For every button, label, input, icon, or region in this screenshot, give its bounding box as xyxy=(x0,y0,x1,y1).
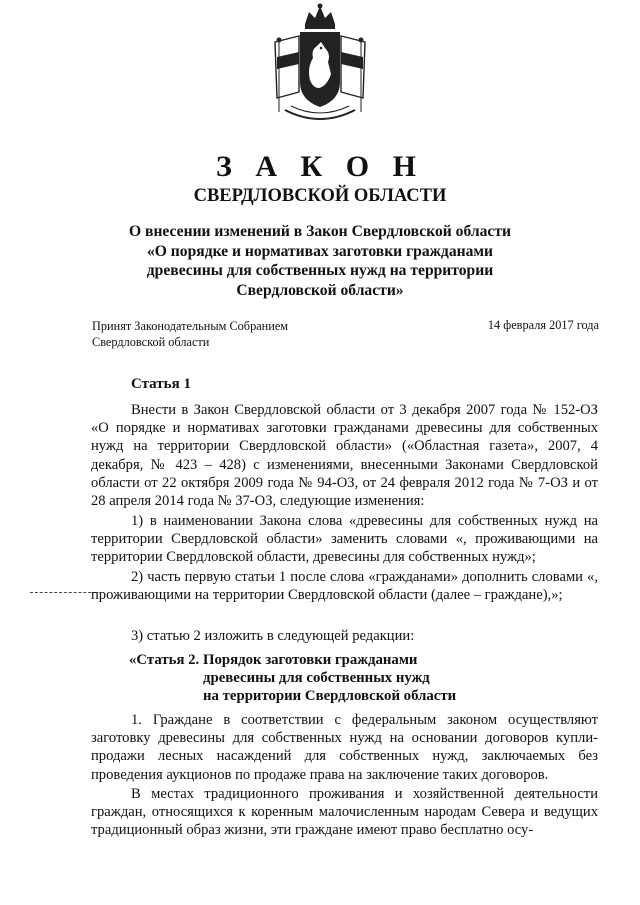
new-article-heading-line: «Статья 2. Порядок заготовки гражданами xyxy=(129,652,418,668)
coat-of-arms-icon xyxy=(255,2,385,130)
subject-line: древесины для собственных нужд на территории xyxy=(146,262,494,279)
amendment-item-3: 3) статью 2 изложить в следующей редакции: xyxy=(131,628,415,644)
article-intro: Внести в Закон Свердловской области от 3 декабря 2007 года № 152-ОЗ «О порядке и нормативах заготовки гражданами древесины для собственных нужд на территории Свердловской области» («Областная газета», 2007, 4 декабря, № 423 – 428) с изменениями, внесенными Законами Свердловской области от 22 октября 2009 года № 94-ОЗ, от 24 февраля 2012 года № 7-ОЗ и от 28 апреля 2014 года № 37-ОЗ, следующие изменения: xyxy=(91,402,598,510)
law-subject xyxy=(110,222,530,300)
new-article-heading-line: древесины для собственных нужд xyxy=(203,670,430,687)
new-article-point-1: 1. Граждане в соответствии с федеральным законом осуществляют заготовку древесины для собственных нужд на основании договоров купли-продажи лесных насаждений для собственных нужд, заключаемых без проведения аукционов по продаже права на заключение таких договоров. xyxy=(91,712,598,783)
subject-line: «О порядке и нормативах заготовки гражданами xyxy=(146,242,494,260)
amendment-item-1: 1) в наименовании Закона слова «древесины для собственных нужд на территории Свердловской области» заменить словами «, проживающими на территории Свердловской области, древесины для собственных нужд»; xyxy=(91,513,598,566)
adoption-date: 14 февраля 2017 года xyxy=(487,318,599,332)
article-heading: Статья 1 xyxy=(131,376,191,392)
subject-line: О внесении изменений в Закон Свердловской области xyxy=(129,223,511,240)
new-article-point-2: В местах традиционного проживания и хозяйственной деятельности граждан, относящихся к коренным малочисленным народам Севера и ведущих традиционный образ жизни, эти граждане имеют право бесплатно осу- xyxy=(91,786,598,839)
adopted-line: Свердловской области xyxy=(92,335,210,349)
new-article-heading xyxy=(129,651,456,706)
margin-mark xyxy=(30,592,96,593)
subject-line: Свердловской области» xyxy=(236,281,404,299)
law-title: З А К О Н xyxy=(216,150,424,183)
amendment-item-2: 2) часть первую статьи 1 после слова «гражданами» дополнить словами «, проживающими на территории Свердловской области (далее – граждане),»; xyxy=(91,569,598,604)
new-article-heading-line: на территории Свердловской области xyxy=(203,688,457,705)
adopted-by xyxy=(92,318,288,350)
adopted-line: Принят Законодательным Собранием xyxy=(92,319,289,333)
law-subtitle: СВЕРДЛОВСКОЙ ОБЛАСТИ xyxy=(193,186,447,206)
